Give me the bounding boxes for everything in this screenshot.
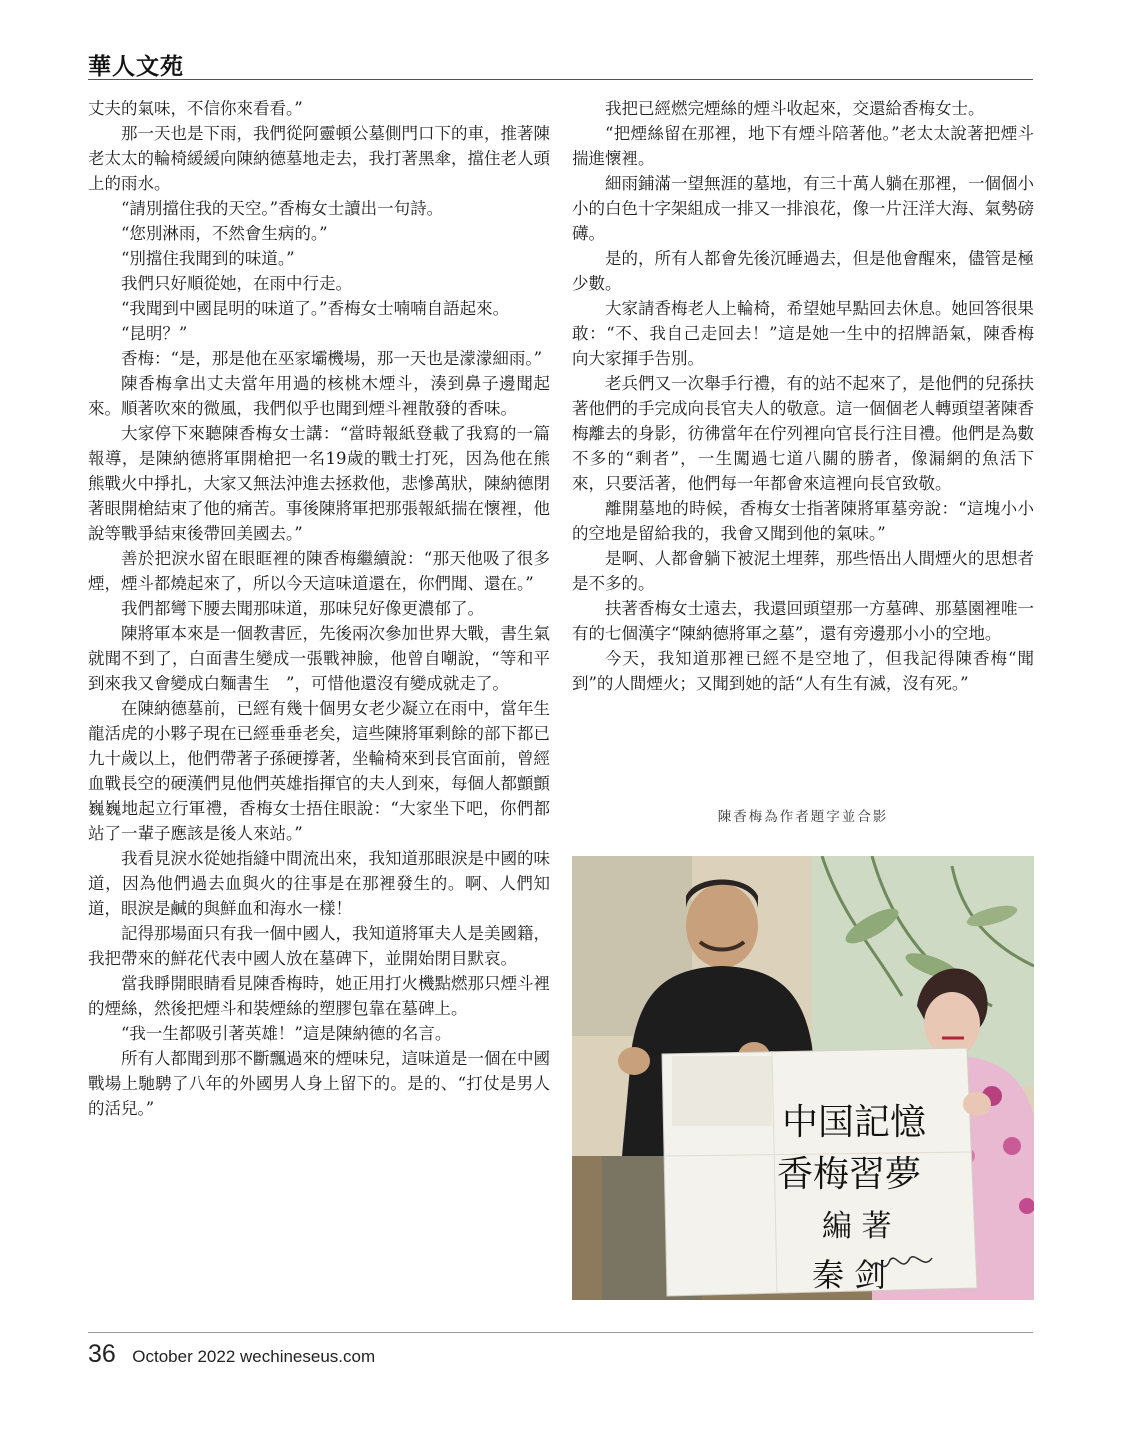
paragraph: “我一生都吸引著英雄！”這是陳納德的名言。: [121, 1024, 452, 1043]
paragraph: 大家請香梅老人上輪椅，希望她早點回去休息。她回答很果敢：“不、我自己走回去！”這是她一生中的招牌語氣，陳香梅向大家揮手告別。: [572, 299, 1034, 368]
paragraph: 那一天也是下雨，我們從阿靈頓公墓側門口下的車，推著陳老太太的輪椅緩緩向陳納德墓地走去，我打著黑傘，擋住老人頭上的雨水。: [88, 124, 550, 193]
paragraph: 在陳納德墓前，已經有幾十個男女老少凝立在雨中，當年生龍活虎的小夥子現在已經垂垂老矣，這些陳將軍剩餘的部下都已九十歲以上，他們帶著子孫硬撐著，坐輪椅來到長官面前，曾經血戰長空的硬漢們見他們英雄指揮官的夫人到來，每個人都顫顫巍巍地起立行軍禮，香梅女士捂住眼說：“大家坐下吧，你們都站了一輩子應該是後人來站。”: [88, 699, 550, 843]
paragraph: “別擋住我聞到的味道。”: [121, 249, 295, 268]
photo-illustration: [572, 856, 1034, 1300]
paragraph: “我聞到中國昆明的味道了。”香梅女士喃喃自語起來。: [121, 299, 510, 318]
paragraph: 所有人都聞到那不斷飄過來的煙味兒，這味道是一個在中國戰場上馳騁了八年的外國男人身上留下的。是的、“打仗是男人的活兒。”: [88, 1049, 550, 1118]
paragraph: 離開墓地的時候，香梅女士指著陳將軍墓旁說：“這塊小小的空地是留給我的，我會又聞到他的氣味。”: [572, 499, 1034, 543]
paragraph: 香梅：“是，那是他在巫家壩機場，那一天也是濛濛細雨。”: [121, 349, 543, 368]
paragraph: “您別淋雨，不然會生病的。”: [121, 224, 328, 243]
footer-divider: [88, 1332, 1033, 1333]
paragraph: 陳將軍本來是一個教書匠，先後兩次參加世界大戰，書生氣就聞不到了，白面書生變成一張戰神臉，他曾自嘲說，“等和平到來我又會變成白麵書生 ”，可惜他還沒有變成就走了。: [88, 624, 550, 693]
paragraph: “把煙絲留在那裡，地下有煙斗陪著他。”老太太說著把煙斗揣進懷裡。: [572, 124, 1034, 168]
paragraph: 大家停下來聽陳香梅女士講：“當時報紙登載了我寫的一篇報導，是陳納德將軍開槍把一名19歲的戰士打死，因為他在熊熊戰火中掙扎，大家又無法沖進去拯救他，悲慘萬狀，陳納德閉著眼開槍結束了他的痛苦。事後陳將軍把那張報紙揣在懷裡，他說等戰爭結束後帶回美國去。”: [88, 424, 550, 543]
calligraphy-line-2: 香梅習夢: [777, 1154, 922, 1195]
author-photo: [572, 856, 1034, 1300]
calligraphy-line-4: 秦 剑: [812, 1256, 887, 1294]
paragraph: 是的，所有人都會先後沉睡過去，但是他會醒來，儘管是極少數。: [572, 249, 1034, 293]
paragraph: 老兵們又一次舉手行禮，有的站不起來了，是他們的兒孫扶著他們的手完成向長官夫人的敬意。這一個個老人轉頭望著陳香梅離去的身影，彷彿當年在佇列裡向官長行注目禮。他們是為數不多的“剩者”，一生闖過七道八關的勝者，像漏網的魚活下來，只要活著，他們每一年都會來這裡向長官致敬。: [572, 374, 1034, 493]
calligraphy-line-1: 中国記憶: [782, 1102, 927, 1143]
page-number: 36: [88, 1340, 116, 1368]
paragraph: 是啊、人都會躺下被泥土埋葬，那些悟出人間煙火的思想者是不多的。: [572, 549, 1034, 593]
paragraph: 扶著香梅女士遠去，我還回頭望那一方墓碑、那墓園裡唯一有的七個漢字“陳納德將軍之墓”，還有旁邊那小小的空地。: [572, 599, 1034, 643]
page-footer: [88, 1340, 375, 1369]
header-divider: [88, 79, 1033, 80]
paragraph: 丈夫的氣味，不信你來看看。”: [88, 99, 303, 118]
paragraph: 我們都彎下腰去聞那味道，那味兒好像更濃郁了。: [121, 599, 484, 618]
paragraph: 陳香梅拿出丈夫當年用過的核桃木煙斗，湊到鼻子邊聞起來。順著吹來的微風，我們似乎也聞到煙斗裡散發的香味。: [88, 374, 550, 418]
paragraph: 我把已經燃完煙絲的煙斗收起來，交還給香梅女士。: [605, 99, 985, 118]
photo-caption: 陳香梅為作者題字並合影: [717, 809, 889, 825]
article-column-right: [572, 96, 1034, 696]
section-title: 華人文苑: [88, 53, 184, 80]
paragraph: 記得那場面只有我一個中國人，我知道將軍夫人是美國籍，我把帶來的鮮花代表中國人放在墓碑下，並開始閉目默哀。: [88, 924, 550, 968]
paragraph: 今天，我知道那裡已經不是空地了，但我記得陳香梅“聞到”的人間煙火；又聞到她的話“人有生有滅，沒有死。”: [572, 649, 1034, 693]
paragraph: “昆明？”: [121, 324, 188, 343]
paragraph: 當我睜開眼睛看見陳香梅時，她正用打火機點燃那只煙斗裡的煙絲，然後把煙斗和裝煙絲的塑膠包靠在墓碑上。: [88, 974, 550, 1018]
paragraph: 善於把淚水留在眼眶裡的陳香梅繼續說：“那天他吸了很多煙，煙斗都燒起來了，所以今天這味道還在，你們聞、還在。”: [88, 549, 550, 593]
paragraph: 我們只好順從她，在雨中行走。: [121, 274, 352, 293]
issue-and-website: October 2022 wechineseus.com: [132, 1347, 376, 1366]
paragraph: “請別擋住我的天空。”香梅女士讀出一句詩。: [121, 199, 444, 218]
paragraph: 細雨鋪滿一望無涯的墓地，有三十萬人躺在那裡，一個個小小的白色十字架組成一排又一排浪花，像一片汪洋大海、氣勢磅礡。: [572, 174, 1034, 243]
calligraphy-line-3: 編 著: [822, 1209, 892, 1244]
article-column-left: [88, 96, 550, 1121]
paragraph: 我看見淚水從她指縫中間流出來，我知道那眼淚是中國的味道，因為他們過去血與火的往事是在那裡發生的。啊、人們知道，眼淚是鹹的與鮮血和海水一樣！: [88, 849, 550, 918]
